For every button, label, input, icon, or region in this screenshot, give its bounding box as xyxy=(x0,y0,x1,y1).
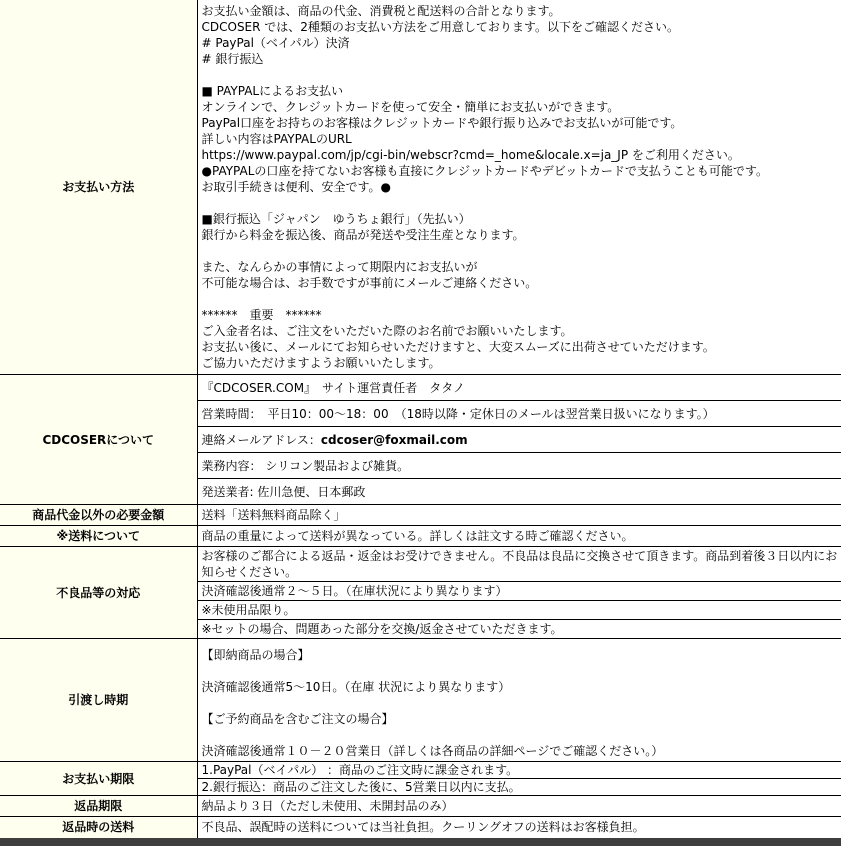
payment-line xyxy=(202,291,838,307)
defective-unused-cell: ※未使用品限り。 xyxy=(197,601,841,620)
payment-line: CDCOSER では、2種類のお支払い方法をご用意しております。以下をご確認ください。 xyxy=(201,20,679,34)
delivery-time-content xyxy=(197,639,841,762)
defective-set-cell: ※セットの場合、問題あった部分を交換/返金させていただきます。 xyxy=(197,620,841,639)
delivery-line xyxy=(202,695,839,711)
table-row xyxy=(0,639,841,762)
row-header-payment-method: お支払い方法 xyxy=(0,0,197,375)
payment-line: ■銀行振込「ジャパン ゆうちょ銀行」（先払い） xyxy=(201,212,471,226)
row-header-payment-deadline: お支払い期限 xyxy=(0,762,197,796)
table-row xyxy=(0,817,841,838)
table-row xyxy=(0,796,841,817)
payment-line: オンラインで、クレジットカードを使って安全・簡単にお支払いができます。 xyxy=(201,100,620,114)
row-header-return-deadline: 返品期限 xyxy=(0,796,197,817)
row-header-extra-fees: 商品代金以外の必要金額 xyxy=(0,505,197,526)
about-hours-cell: 営業時間： 平日10：00～18：00 （18時以降・定休日のメールは翌営業日扱いになります。） xyxy=(197,401,841,427)
shipping-note-content: 商品の重量によって送料が異なっている。詳しくは註文する時ご確認ください。 xyxy=(197,526,841,547)
defective-policy-cell: お客様のご都合による返品・返金はお受けできません。不良品は良品に交換させて頂きます。商品到着後３日以内にお知らせください。 xyxy=(197,547,841,582)
payment-line: 詳しい内容はPAYPALのURL xyxy=(201,132,352,146)
payment-important-note: ****** 重要 ****** xyxy=(201,308,322,322)
payment-line xyxy=(202,67,838,83)
contact-email: cdcoser@foxmail.com xyxy=(320,432,468,447)
payment-line: # 銀行振込 xyxy=(201,52,264,66)
about-shippers-cell: 発送業者: 佐川急便、日本郵政 xyxy=(197,479,841,505)
table-row xyxy=(0,547,841,582)
payment-line xyxy=(202,195,838,211)
payment-line: ご協力いただけますようお願いいたします。 xyxy=(201,356,441,370)
payment-line: お支払い金額は、商品の代金、消費税と配送料の合計となります。 xyxy=(201,4,561,18)
delivery-line xyxy=(202,663,839,679)
return-shipping-content: 不良品、誤配時の送料については当社負担。クーリングオフの送料はお客様負担。 xyxy=(197,817,841,838)
table-row xyxy=(0,762,841,779)
row-header-delivery: 引渡し時期 xyxy=(0,639,197,762)
delivery-line: 【ご予約商品を含むご注文の場合】 xyxy=(201,712,394,726)
row-header-about: CDCOSERについて xyxy=(0,375,197,505)
payment-line: お支払い後に、メールにてお知らせいただけますと、大変スムーズに出荷させていただけます。 xyxy=(201,340,715,354)
payment-line xyxy=(202,243,838,259)
payment-line: PayPal口座をお持ちのお客様はクレジットカードや銀行振り込みでお支払いが可能です。 xyxy=(201,116,683,130)
paypal-url-text: https://www.paypal.com/jp/cgi-bin/webscr?cmd=_home&locale.x=ja_JP をご利用ください。 xyxy=(201,148,740,162)
payment-method-content xyxy=(197,0,841,375)
delivery-line: 決済確認後通常5～10日。（在庫 状況により異なります） xyxy=(201,680,511,694)
table-row xyxy=(0,0,841,375)
contact-email-label: 連絡メールアドレス： xyxy=(201,432,321,447)
defective-processing-cell: 決済確認後通常２～５日。（在庫状況により異なります） xyxy=(197,582,841,601)
about-operator-cell: 『CDCOSER.COM』 サイト運営責任者 タタノ xyxy=(197,375,841,401)
row-header-defective: 不良品等の対応 xyxy=(0,547,197,639)
row-header-shipping-note: ※送料について xyxy=(0,526,197,547)
payment-line: # PayPal（ベイパル）決済 xyxy=(201,36,350,50)
bottom-dark-strip xyxy=(0,838,841,846)
delivery-line: 【即納商品の場合】 xyxy=(201,648,310,662)
table-row xyxy=(0,375,841,401)
deadline-bank-cell: 2.銀行振込：商品のご注文した後に、5営業日以内に支払。 xyxy=(197,779,841,796)
payment-line: 不可能な場合は、お手数ですが事前にメールご連絡ください。 xyxy=(201,276,538,290)
row-header-return-shipping: 返品時の送料 xyxy=(0,817,197,838)
extra-fees-content: 送料「送料無料商品除く」 xyxy=(197,505,841,526)
about-business-cell: 業務内容： シリコン製品および雑貨。 xyxy=(197,453,841,479)
delivery-line: 決済確認後通常１０－２０営業日（詳しくは各商品の詳細ページでご確認ください。） xyxy=(201,744,664,758)
payment-line: 銀行から料金を振込後、商品が発送や受注生産となります。 xyxy=(201,228,525,242)
return-deadline-content: 納品より３日（ただし未使用、未開封品のみ） xyxy=(197,796,841,817)
about-contact-cell xyxy=(197,427,841,453)
payment-line: ●PAYPALの口座を持てないお客様も直接にクレジットカードやデビットカードで支払うことも可能です。 xyxy=(201,164,768,178)
table-row xyxy=(0,526,841,547)
deadline-paypal-cell: 1.PayPal（ベイパル） ：商品のご注文時に課金されます。 xyxy=(197,762,841,779)
delivery-line xyxy=(202,727,839,743)
payment-line: また、なんらかの事情によって期限内にお支払いが xyxy=(201,260,478,274)
payment-line: ■ PAYPALによるお支払い xyxy=(201,84,344,98)
payment-line: ご入金者名は、ご注文をいただいた際のお名前でお願いいたします。 xyxy=(201,324,573,338)
payment-line: お取引手続きは便利、安全です。● xyxy=(201,180,392,194)
table-row xyxy=(0,505,841,526)
